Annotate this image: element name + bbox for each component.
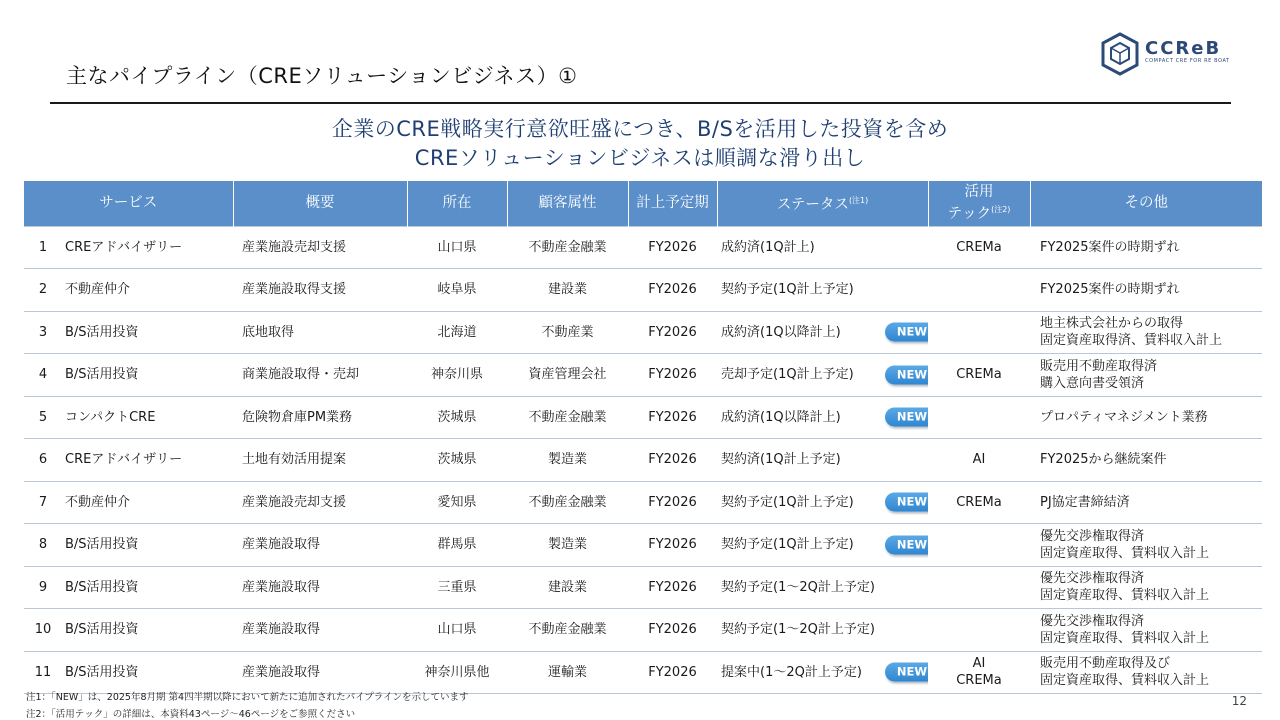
cell-service: CREアドバイザリー xyxy=(62,439,233,482)
other-line-1: FY2025案件の時期ずれ xyxy=(1040,239,1180,255)
tech-line-1: CREMa xyxy=(956,494,1002,510)
other-line-1: FY2025から継続案件 xyxy=(1040,452,1167,468)
cell-location: 茨城県 xyxy=(407,439,507,482)
cell-customer: 建設業 xyxy=(507,566,628,609)
cell-other xyxy=(1030,354,1262,397)
cell-fy: FY2026 xyxy=(628,481,717,524)
row-number: 7 xyxy=(24,481,62,524)
status-text: 契約済(1Q計上予定) xyxy=(721,452,841,468)
cell-service: B/S活用投資 xyxy=(62,354,233,397)
title-divider xyxy=(50,102,1231,104)
row-number: 9 xyxy=(24,566,62,609)
row-number: 6 xyxy=(24,439,62,482)
other-line-2: 固定資産取得、賃料収入計上 xyxy=(1040,588,1210,604)
cell-customer: 建設業 xyxy=(507,269,628,312)
cell-location: 山口県 xyxy=(407,609,507,652)
cell-fy: FY2026 xyxy=(628,524,717,567)
row-number: 3 xyxy=(24,311,62,354)
header-service: サービス xyxy=(24,181,233,226)
table-row xyxy=(24,609,1262,652)
table-row xyxy=(24,439,1262,482)
cell-other xyxy=(1030,481,1262,524)
cell-customer: 不動産金融業 xyxy=(507,481,628,524)
cell-service: B/S活用投資 xyxy=(62,566,233,609)
cell-other xyxy=(1030,269,1262,312)
cell-summary: 産業施設取得 xyxy=(233,566,407,609)
table-row xyxy=(24,566,1262,609)
cell-fy: FY2026 xyxy=(628,354,717,397)
cell-summary: 産業施設取得 xyxy=(233,651,407,694)
cell-summary: 産業施設取得 xyxy=(233,524,407,567)
other-line-1: 優先交渉権取得済 xyxy=(1040,613,1145,629)
logo-tagline: COMPACT CRE FOR RE BOAT xyxy=(1145,58,1230,64)
page-number: 12 xyxy=(1231,694,1247,708)
footnote-2: 注2：「活用テック」の詳細は、本資料43ページ〜46ページをご参照ください xyxy=(26,709,356,720)
cell-status xyxy=(717,226,928,269)
cell-status xyxy=(717,311,928,354)
other-line-1: 優先交渉権取得済 xyxy=(1040,571,1145,587)
other-line-2: 固定資産取得、賃料収入計上 xyxy=(1040,545,1210,561)
other-line-2: 固定資産取得済、賃料収入計上 xyxy=(1040,333,1223,349)
new-badge: NEW xyxy=(885,408,928,427)
other-line-2: 固定資産取得、賃料収入計上 xyxy=(1040,630,1210,646)
cell-location: 山口県 xyxy=(407,226,507,269)
cell-summary: 産業施設取得支援 xyxy=(233,269,407,312)
row-number: 4 xyxy=(24,354,62,397)
cell-location: 三重県 xyxy=(407,566,507,609)
cell-fy: FY2026 xyxy=(628,396,717,439)
cell-summary: 産業施設売却支援 xyxy=(233,226,407,269)
table-row xyxy=(24,651,1262,694)
cell-other xyxy=(1030,226,1262,269)
cell-status xyxy=(717,396,928,439)
tech-line-1: CREMa xyxy=(956,239,1002,255)
cell-location: 群馬県 xyxy=(407,524,507,567)
table-row xyxy=(24,481,1262,524)
cell-tech xyxy=(928,651,1030,694)
cell-location: 神奈川県 xyxy=(407,354,507,397)
table-row xyxy=(24,354,1262,397)
tech-line-2: CREMa xyxy=(956,673,1002,689)
table-row xyxy=(24,524,1262,567)
cell-tech xyxy=(928,566,1030,609)
new-badge: NEW xyxy=(885,535,928,554)
cell-fy: FY2026 xyxy=(628,226,717,269)
header-tech: 活用 テック$^{(注2)}$ xyxy=(928,181,1030,226)
cell-customer: 運輸業 xyxy=(507,651,628,694)
cell-service: 不動産仲介 xyxy=(62,481,233,524)
cell-location: 北海道 xyxy=(407,311,507,354)
cell-service: B/S活用投資 xyxy=(62,524,233,567)
cell-status xyxy=(717,439,928,482)
cell-tech xyxy=(928,269,1030,312)
status-text: 契約予定(1〜2Q計上予定) xyxy=(721,622,875,638)
new-badge: NEW xyxy=(885,323,928,342)
status-text: 売却予定(1Q計上予定) xyxy=(721,367,854,383)
other-line-1: 地主株式会社からの取得 xyxy=(1040,316,1184,332)
cell-other xyxy=(1030,609,1262,652)
other-line-1: 販売用不動産取得及び xyxy=(1040,656,1171,672)
pipeline-table xyxy=(24,181,1262,694)
row-number: 10 xyxy=(24,609,62,652)
cell-summary: 土地有効活用提案 xyxy=(233,439,407,482)
cell-status xyxy=(717,609,928,652)
other-line-2: 購入意向書受領済 xyxy=(1040,375,1145,391)
cell-tech xyxy=(928,609,1030,652)
cube-logo-icon xyxy=(1100,32,1140,76)
page-title: 主なパイプライン（CREソリューションビジネス）① xyxy=(66,64,578,88)
header-fy: 計上予定期 xyxy=(628,181,717,226)
header-location: 所在 xyxy=(407,181,507,226)
cell-other xyxy=(1030,651,1262,694)
tech-line-1: AI xyxy=(972,656,986,672)
cell-tech xyxy=(928,396,1030,439)
cell-customer: 不動産金融業 xyxy=(507,396,628,439)
cell-tech xyxy=(928,226,1030,269)
cell-fy: FY2026 xyxy=(628,269,717,312)
cell-service: B/S活用投資 xyxy=(62,609,233,652)
cell-summary: 商業施設取得・売却 xyxy=(233,354,407,397)
new-badge: NEW xyxy=(885,663,928,682)
status-text: 提案中(1〜2Q計上予定) xyxy=(721,664,862,680)
row-number: 8 xyxy=(24,524,62,567)
tech-line-1: AI xyxy=(972,452,986,468)
cell-other xyxy=(1030,439,1262,482)
other-line-1: プロパティマネジメント業務 xyxy=(1040,409,1208,425)
header-customer: 顧客属性 xyxy=(507,181,628,226)
cell-summary: 産業施設売却支援 xyxy=(233,481,407,524)
cell-status xyxy=(717,269,928,312)
other-line-1: 優先交渉権取得済 xyxy=(1040,528,1145,544)
status-text: 成約済(1Q以降計上) xyxy=(721,324,841,340)
table-row xyxy=(24,396,1262,439)
cell-customer: 不動産業 xyxy=(507,311,628,354)
header-summary: 概要 xyxy=(233,181,407,226)
cell-tech xyxy=(928,354,1030,397)
row-number: 2 xyxy=(24,269,62,312)
cell-tech xyxy=(928,524,1030,567)
table-row xyxy=(24,269,1262,312)
cell-status xyxy=(717,481,928,524)
status-text: 成約済(1Q計上) xyxy=(721,239,815,255)
headline xyxy=(0,115,1280,173)
cell-location: 愛知県 xyxy=(407,481,507,524)
cell-fy: FY2026 xyxy=(628,566,717,609)
cell-customer: 不動産金融業 xyxy=(507,609,628,652)
cell-fy: FY2026 xyxy=(628,311,717,354)
status-text: 契約予定(1Q計上予定) xyxy=(721,537,854,553)
company-logo xyxy=(1100,32,1240,76)
cell-fy: FY2026 xyxy=(628,651,717,694)
table-header-row xyxy=(24,181,1262,226)
cell-summary: 産業施設取得 xyxy=(233,609,407,652)
cell-service: B/S活用投資 xyxy=(62,651,233,694)
cell-status xyxy=(717,354,928,397)
cell-tech xyxy=(928,439,1030,482)
status-text: 成約済(1Q以降計上) xyxy=(721,409,841,425)
header-status: ステータス$^{(注1)}$ xyxy=(717,181,928,226)
tech-line-1: CREMa xyxy=(956,367,1002,383)
cell-service: B/S活用投資 xyxy=(62,311,233,354)
cell-location: 茨城県 xyxy=(407,396,507,439)
cell-status xyxy=(717,651,928,694)
cell-other xyxy=(1030,524,1262,567)
cell-customer: 資産管理会社 xyxy=(507,354,628,397)
other-line-2: 固定資産取得、賃料収入計上 xyxy=(1040,673,1210,689)
other-line-1: PJ協定書締結済 xyxy=(1040,494,1130,510)
new-badge: NEW xyxy=(885,493,928,512)
headline-line-1: 企業のCRE戦略実行意欲旺盛につき、B/Sを活用した投資を含め xyxy=(331,117,949,141)
table-body xyxy=(24,226,1262,694)
cell-fy: FY2026 xyxy=(628,439,717,482)
other-line-1: FY2025案件の時期ずれ xyxy=(1040,282,1180,298)
cell-summary: 危険物倉庫PM業務 xyxy=(233,396,407,439)
cell-other xyxy=(1030,311,1262,354)
cell-fy: FY2026 xyxy=(628,609,717,652)
cell-tech xyxy=(928,481,1030,524)
footnote-1: 注1：「NEW」は、2025年8月期 第4四半期以降において新たに追加されたパイプラインを示しています xyxy=(26,692,469,703)
cell-summary: 底地取得 xyxy=(233,311,407,354)
logo-wordmark: CCReB xyxy=(1145,38,1222,59)
cell-service: コンパクトCRE xyxy=(62,396,233,439)
cell-tech xyxy=(928,311,1030,354)
table-row xyxy=(24,311,1262,354)
cell-customer: 製造業 xyxy=(507,524,628,567)
cell-customer: 不動産金融業 xyxy=(507,226,628,269)
header-other: その他 xyxy=(1030,181,1262,226)
row-number: 1 xyxy=(24,226,62,269)
row-number: 5 xyxy=(24,396,62,439)
headline-line-2: CREソリューションビジネスは順調な滑り出し xyxy=(414,146,866,170)
cell-service: CREアドバイザリー xyxy=(62,226,233,269)
cell-status xyxy=(717,524,928,567)
cell-other xyxy=(1030,396,1262,439)
cell-status xyxy=(717,566,928,609)
cell-other xyxy=(1030,566,1262,609)
status-text: 契約予定(1Q計上予定) xyxy=(721,282,854,298)
row-number: 11 xyxy=(24,651,62,694)
table-row xyxy=(24,226,1262,269)
new-badge: NEW xyxy=(885,365,928,384)
cell-location: 神奈川県他 xyxy=(407,651,507,694)
status-text: 契約予定(1Q計上予定) xyxy=(721,494,854,510)
status-text: 契約予定(1〜2Q計上予定) xyxy=(721,579,875,595)
cell-location: 岐阜県 xyxy=(407,269,507,312)
cell-customer: 製造業 xyxy=(507,439,628,482)
other-line-1: 販売用不動産取得済 xyxy=(1040,358,1158,374)
cell-service: 不動産仲介 xyxy=(62,269,233,312)
